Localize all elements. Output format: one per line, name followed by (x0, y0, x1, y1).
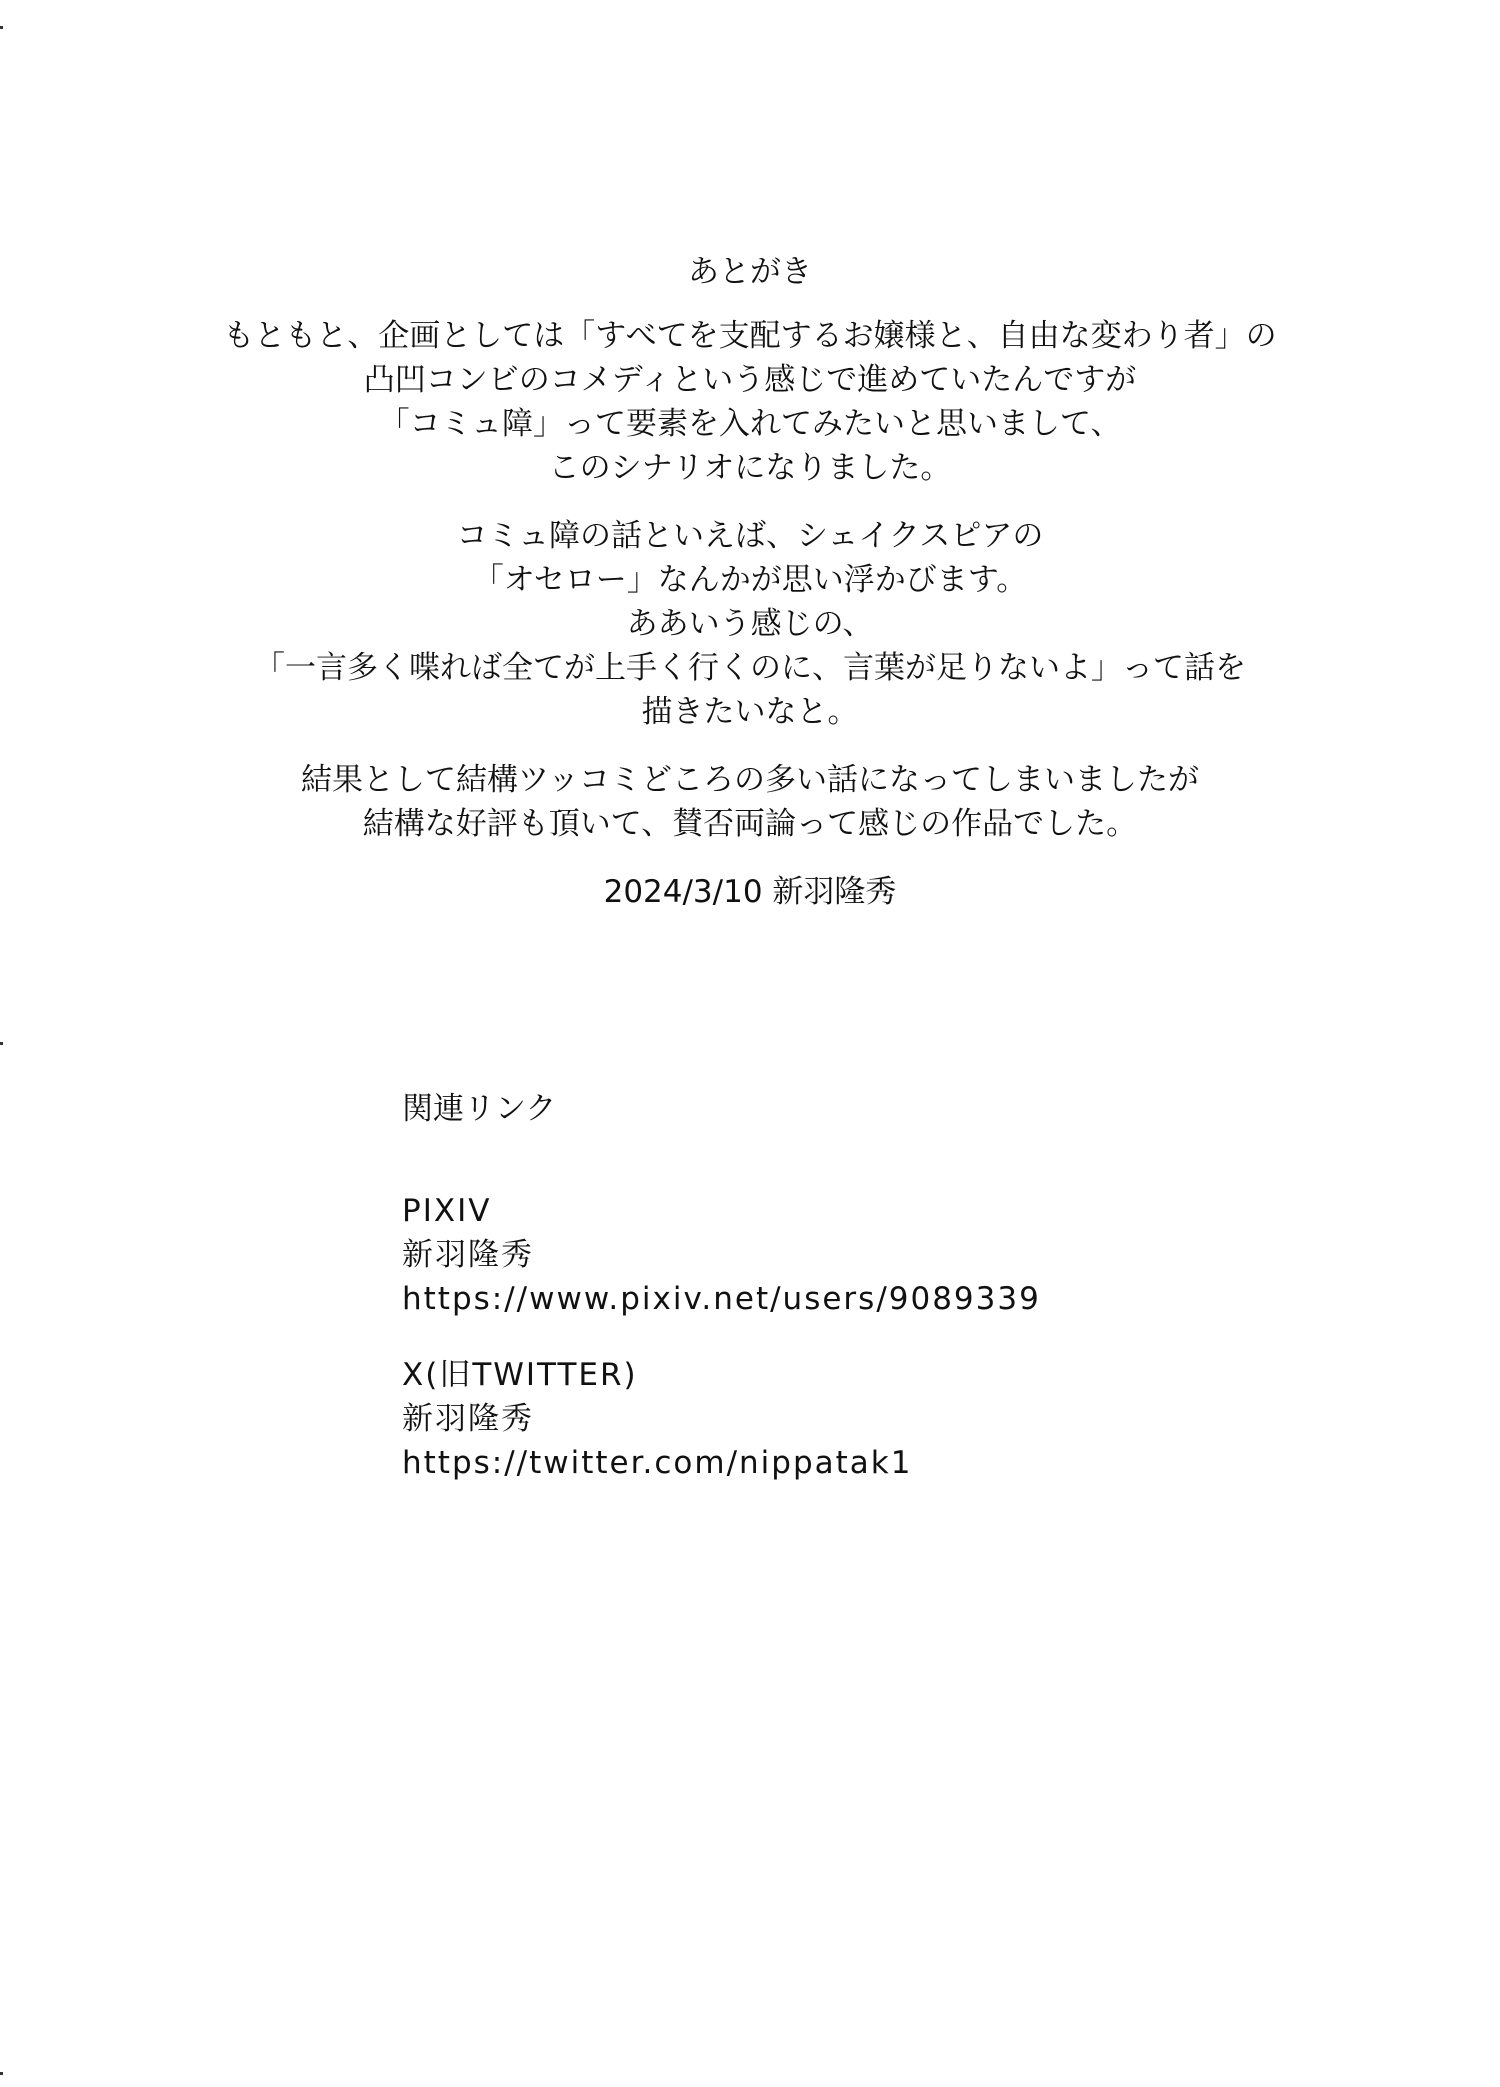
crop-mark-mid-left (0, 1042, 3, 1045)
link-entry-pixiv (402, 1189, 1041, 1321)
afterword-section (0, 250, 1500, 914)
afterword-paragraph-3 (0, 758, 1500, 846)
afterword-line: 凸凹コンビのコメディという感じで進めていたんですが (363, 362, 1137, 398)
link-service-name: X(旧TWITTER) (402, 1357, 638, 1393)
afterword-paragraph-1 (0, 314, 1500, 490)
crop-mark-top-left (0, 26, 3, 29)
link-entry-twitter (402, 1353, 1041, 1485)
link-author-name: 新羽隆秀 (402, 1237, 534, 1273)
afterword-line: 描きたいなと。 (641, 694, 859, 730)
afterword-signature: 2024/3/10 新羽隆秀 (603, 874, 897, 910)
afterword-paragraph-2 (0, 514, 1500, 734)
crop-mark-bottom-left (0, 2072, 3, 2075)
afterword-line: 「オセロー」なんかが思い浮かびます。 (472, 562, 1028, 598)
link-service-name: PIXIV (402, 1193, 492, 1229)
afterword-line: 結構な好評も頂いて、賛否両論って感じの作品でした。 (362, 806, 1138, 842)
related-links-heading: 関連リンク (402, 1091, 557, 1127)
afterword-line: このシナリオになりました。 (548, 450, 952, 486)
pixiv-url-link[interactable]: https://www.pixiv.net/users/9089339 (402, 1281, 1041, 1317)
link-author-name: 新羽隆秀 (402, 1401, 534, 1437)
related-links-section (402, 1087, 1041, 1517)
afterword-line: 「コミュ障」って要素を入れてみたいと思いまして、 (378, 406, 1122, 442)
afterword-line: 「一言多く喋れば全てが上手く行くのに、言葉が足りないよ」って話を (254, 650, 1246, 686)
afterword-line: コミュ障の話といえば、シェイクスピアの (456, 518, 1044, 554)
afterword-line: ああいう感じの、 (626, 606, 874, 642)
afterword-line: 結果として結構ツッコミどころの多い話になってしまいましたが (300, 762, 1200, 798)
twitter-url-link[interactable]: https://twitter.com/nippatak1 (402, 1445, 913, 1481)
afterword-line: もともと、企画としては「すべてを支配するお嬢様と、自由な変わり者」の (223, 318, 1277, 354)
afterword-title: あとがき (688, 254, 812, 290)
